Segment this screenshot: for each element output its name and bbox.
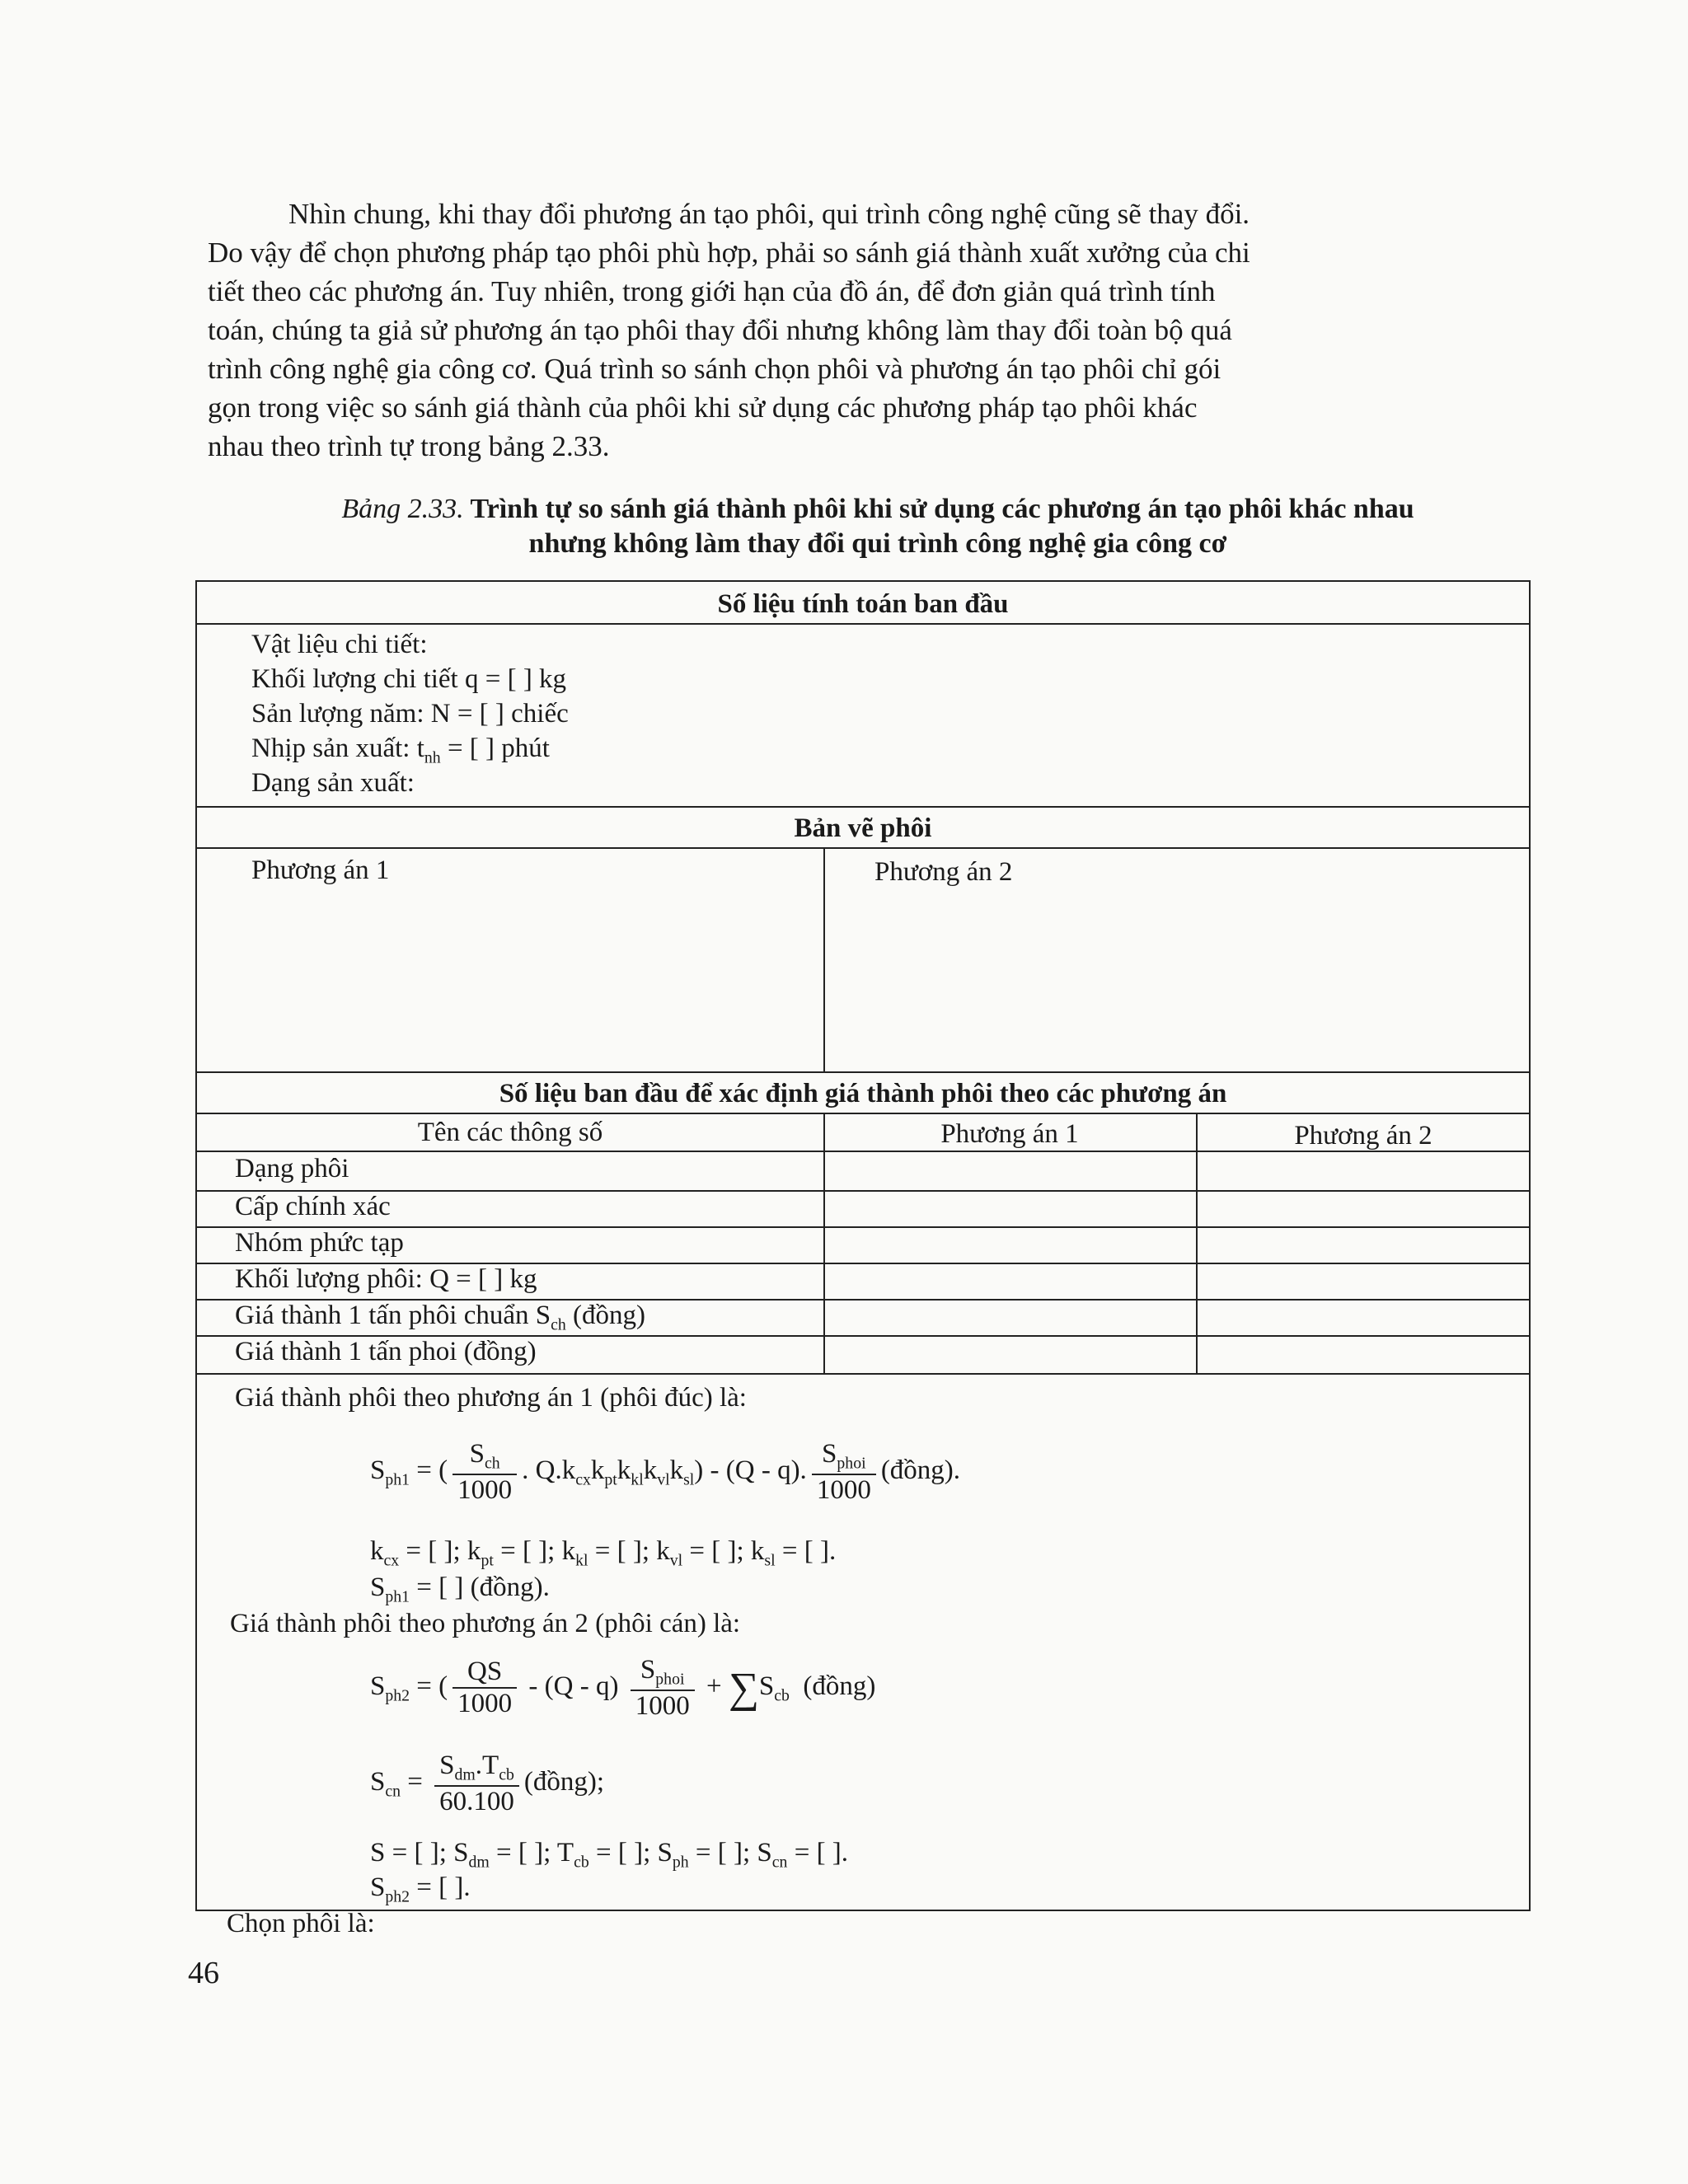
divider — [197, 1113, 1529, 1114]
sph1-result: $S_{ph1}$ = [ ] (đồng). — [370, 1572, 550, 1606]
caption-line1: Trình tự so sánh giá thành phôi khi sử dụng các phương án tạo phôi khác nhau — [470, 494, 1414, 524]
intro-paragraph — [208, 194, 1539, 466]
part-mass-label: Khối lượng chi tiết q = [ ] kg — [251, 664, 567, 694]
intro-line: gọn trong việc so sánh giá thành của phôi khi sử dụng các phương pháp tạo phôi khác — [208, 391, 1198, 424]
divider — [197, 1071, 1529, 1073]
header-option1: Phương án 1 — [940, 1119, 1079, 1149]
annual-output-label: Sản lượng năm: N = [ ] chiếc — [251, 699, 569, 729]
section1-title: Số liệu tính toán ban đầu — [717, 589, 1009, 619]
takt-time-label: Nhịp sản xuất: $t_{nh}$ = [ ] phút — [251, 733, 550, 767]
scn-formula: $S_{cn}$ = $\frac{S_{dm}.T_{cb}}{60.100}$ (đồng); — [370, 1750, 605, 1816]
table-row: Khối lượng phôi: Q = [ ] kg — [235, 1264, 537, 1294]
comparison-table — [195, 580, 1531, 1938]
coefficients-list: $k_{cx}$ = [ ]; $k_{pt}$ = [ ]; $k_{kl}$ = [ ]; $k_{vl}$ = [ ]; $k_{sl}$ = [ ]. — [370, 1536, 837, 1570]
table-row: Giá thành 1 tấn phôi chuẩn $S_{ch}$ (đồng) — [235, 1301, 645, 1334]
table-row: Giá thành 1 tấn phoi (đồng) — [235, 1337, 537, 1366]
table-row: Nhóm phức tạp — [235, 1228, 404, 1258]
production-type-label: Dạng sản xuất: — [251, 768, 415, 798]
sph2-result: $S_{ph2}$ = [ ]. — [370, 1872, 471, 1906]
parameters-list: S = [ ]; $S_{dm}$ = [ ]; $T_{cb}$ = [ ]; $S_{ph}$ = [ ]; $S_{cn}$ = [ ]. — [370, 1838, 849, 1872]
chosen-blank-label: Chọn phôi là: — [227, 1909, 375, 1938]
option1-cost-title: Giá thành phôi theo phương án 1 (phôi đúc) là: — [235, 1383, 747, 1413]
intro-line: trình công nghệ gia công cơ. Quá trình so sánh chọn phôi và phương án tạo phôi chỉ gói — [208, 353, 1221, 385]
section2-title: Bản vẽ phôi — [794, 813, 932, 843]
divider — [197, 806, 1529, 808]
divider — [197, 623, 1529, 625]
intro-line: tiết theo các phương án. Tuy nhiên, trong giới hạn của đồ án, để đơn giản quá trình tính — [208, 275, 1216, 307]
caption-label: Bảng 2.33. — [341, 494, 464, 524]
divider — [197, 847, 1529, 849]
option2-cost-title: Giá thành phôi theo phương án 2 (phôi cán) là: — [230, 1609, 741, 1638]
intro-line: Nhìn chung, khi thay đổi phương án tạo phôi, qui trình công nghệ cũng sẽ thay đổi. — [288, 198, 1250, 230]
divider — [197, 1190, 1529, 1192]
intro-line: nhau theo trình tự trong bảng 2.33. — [208, 430, 610, 462]
sph1-formula: $S_{ph1}$ = ( $\frac{S_{ch}}{1000}$ . $Q.k_{cx}k_{pt}k_{kl}k_{vl}k_{sl}) - (Q - q)$. $\frac{S_{phoi}}{1000}$ (đồng). — [370, 1439, 961, 1505]
divider — [197, 1373, 1529, 1375]
table-row: Dạng phôi — [235, 1154, 349, 1183]
intro-line: toán, chúng ta giả sử phương án tạo phôi thay đổi nhưng không làm thay đổi toàn bộ quá — [208, 314, 1232, 346]
drawing-option1: Phương án 1 — [251, 855, 390, 885]
divider — [823, 847, 825, 1071]
divider — [197, 1151, 1529, 1152]
intro-line: Do vậy để chọn phương pháp tạo phôi phù hợp, phải so sánh giá thành xuất xưởng của chi — [208, 237, 1250, 269]
sph2-formula: $S_{ph2}$ = ( $\frac{QS}{1000}$ - (Q - q) $\frac{S_{phoi}}{1000}$ + $\sum S_{cb}$ (đồng) — [370, 1655, 876, 1721]
material-label: Vật liệu chi tiết: — [251, 630, 428, 659]
table-caption — [231, 492, 1525, 561]
header-param-name: Tên các thông số — [417, 1118, 603, 1147]
table-row: Cấp chính xác — [235, 1192, 391, 1221]
header-option2: Phương án 2 — [1294, 1121, 1432, 1151]
section3-title: Số liệu ban đầu để xác định giá thành phôi theo các phương án — [499, 1079, 1227, 1108]
page-number: 46 — [188, 1956, 219, 1990]
drawing-option2: Phương án 2 — [874, 857, 1013, 887]
caption-line2: nhưng không làm thay đổi qui trình công nghệ gia công cơ — [528, 528, 1227, 559]
